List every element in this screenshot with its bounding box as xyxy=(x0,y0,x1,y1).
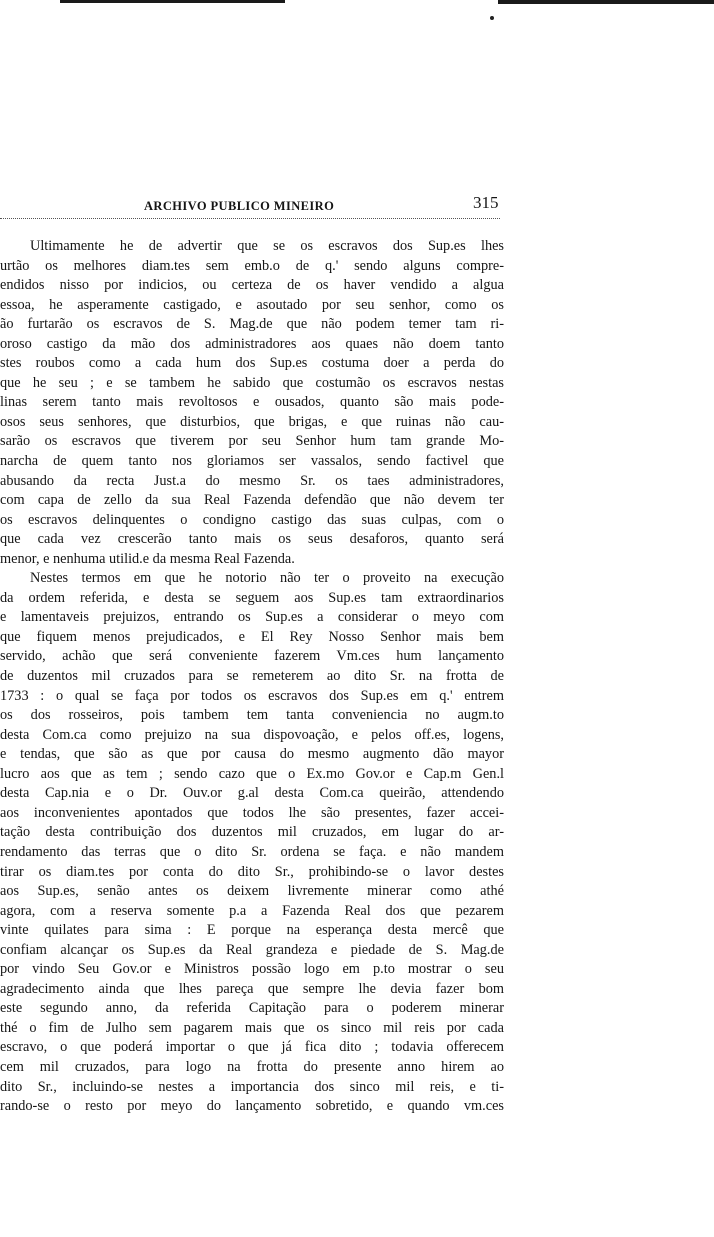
text-line: os dos rosseiros, pois tambem tem tanta conveniencia no augm.to xyxy=(0,707,504,724)
text-line: vinte quilates para sima : E porque na esperança desta mercê que xyxy=(0,922,504,939)
text-line: escravo, o que poderá importar o que já fica dito ; todavia offerecem xyxy=(0,1039,504,1056)
text-line: com capa de zello da sua Real Fazenda defendão que não devem ter xyxy=(0,492,504,509)
text-line: ão furtarão os escravos de S. Mag.de que não podem temer tam ri- xyxy=(0,316,504,333)
body-text xyxy=(0,237,504,1117)
header-rule xyxy=(0,218,500,219)
text-line: sarão os escravos que tiverem por seu Senhor hum tam grande Mo- xyxy=(0,433,504,450)
text-line: cem mil cruzados, para logo na frotta do presente anno hirem ao xyxy=(0,1058,504,1075)
page-number: 315 xyxy=(473,193,499,212)
text-line: thé o fim de Julho sem pagarem mais que os sinco mil reis por cada xyxy=(0,1019,504,1036)
text-line: aos inconvenientes apontados que todos lhe são presentes, fazer accei- xyxy=(0,804,504,821)
text-line: que cada vez crescerão tanto mais os seus desaforos, quanto será xyxy=(0,531,504,548)
text-line: oroso castigo da mão dos administradores aos quaes não doem tanto xyxy=(0,335,504,352)
text-line: desta Cap.nia e o Dr. Ouv.or g.al desta Com.ca queirão, attendendo xyxy=(0,785,504,802)
text-line: narcha de quem tanto nos gloriamos ser vassalos, sendo factivel que xyxy=(0,453,504,470)
text-line: tirar os diam.tes por conta do dito Sr., prohibindo-se o lavor destes xyxy=(0,863,504,880)
text-line: stes roubos como a cada hum dos Sup.es costuma doer a perda do xyxy=(0,355,504,372)
text-line: endidos nisso por indicios, ou certeza de os haver vendido a algua xyxy=(0,277,504,294)
text-line: 1733 : o qual se faça por todos os escravos dos Sup.es em q.' entrem xyxy=(0,687,504,704)
text-line: agora, com a reserva somente p.a a Fazenda Real dos que pezarem xyxy=(0,902,504,919)
text-line: e tendas, que são as que por causa do mesmo augmento dão mayor xyxy=(0,746,504,763)
text-line: desta Com.ca como prejuizo na sua dispovoação, e pelos off.es, logens, xyxy=(0,726,504,743)
text-line: agradecimento ainda que lhes pareça que sempre lhe devia fazer bom xyxy=(0,980,504,997)
text-line: confiam alcançar os Sup.es da Real grandeza e piedade de S. Mag.de xyxy=(0,941,504,958)
text-line: urtão os melhores diam.tes sem emb.o de q.' sendo alguns compre- xyxy=(0,257,504,274)
text-line: linas serem tanto mais revoltosos e ousados, quanto são mais pode- xyxy=(0,394,504,411)
text-line: abusando da recta Just.a do mesmo Sr. os taes administradores, xyxy=(0,472,504,489)
text-line: e lamentaveis prejuizos, entrando os Sup.es a considerar o meyo com xyxy=(0,609,504,626)
text-line: que he seu ; e se tambem he sabido que costumão os escravos nestas xyxy=(0,374,504,391)
text-line: rando-se o resto por meyo do lançamento sobretido, e quando vm.ces xyxy=(0,1098,504,1115)
text-line: Nestes termos em que he notorio não ter o proveito na execução xyxy=(30,570,504,587)
text-line: por vindo Seu Gov.or e Ministros possão logo em p.to mostrar o seu xyxy=(0,961,504,978)
text-line: servido, achão que será conveniente fazerem Vm.ces hum lançamento xyxy=(0,648,504,665)
running-header xyxy=(0,190,505,224)
text-line: aos Sup.es, senão antes os deixem livremente minerar como athé xyxy=(0,883,504,900)
text-line: Ultimamente he de advertir que se os escravos dos Sup.es lhes xyxy=(30,238,504,254)
text-line: essoa, he asperamente castigado, e asoutado por seu senhor, como os xyxy=(0,296,504,313)
text-line: rendamento das terras que o dito Sr. ordena se faça. e não mandem xyxy=(0,843,504,860)
text-line: de duzentos mil cruzados para se remeterem ao dito Sr. na frotta de xyxy=(0,668,504,685)
text-line: menor, e nenhuma utilid.e da mesma Real Fazenda. xyxy=(0,550,295,567)
text-line: que fiquem menos prejudicados, e El Rey Nosso Senhor mais bem xyxy=(0,628,504,645)
text-line: osos seus senhores, que disturbios, que brigas, e que ruinas não cau- xyxy=(0,413,504,430)
text-line: este segundo anno, da referida Capitação para o poderem minerar xyxy=(0,1000,504,1017)
text-line: dito Sr., incluindo-se nestes a importancia dos sinco mil reis, e ti- xyxy=(0,1078,504,1095)
text-line: lucro aos que as tem ; sendo cazo que o Ex.mo Gov.or e Cap.m Gen.l xyxy=(0,765,504,782)
text-line: tação desta contribuição dos duzentos mil cruzados, em lugar do ar- xyxy=(0,824,504,841)
text-line: os escravos delinquentes o condigno castigo das suas culpas, com o xyxy=(0,511,504,528)
running-title: ARCHIVO PUBLICO MINEIRO xyxy=(144,199,335,213)
text-line: da ordem referida, e desta se seguem aos Sup.es tam extraordinarios xyxy=(0,589,504,606)
